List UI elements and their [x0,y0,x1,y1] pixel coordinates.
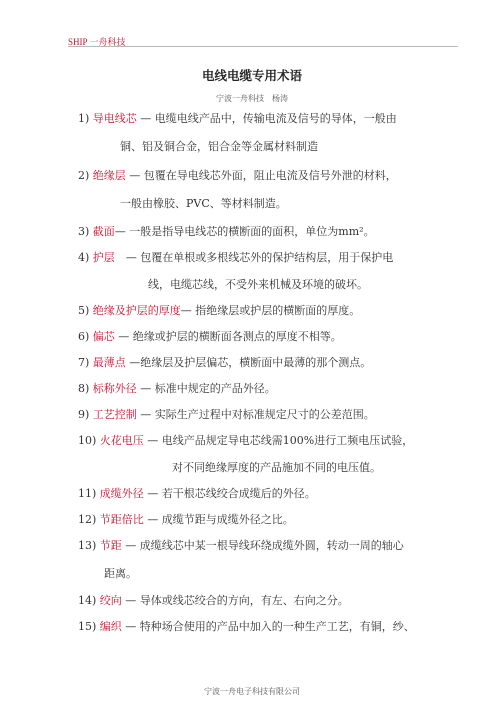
term-definition: 指绝缘层或护层的横断面的厚度。 [195,304,361,317]
term-dash: — [136,112,155,125]
item-number: 4) [78,251,93,264]
term-item [78,249,393,265]
term-name: 最薄点 [92,356,126,369]
term-definition: 标准中规定的产品外径。 [154,382,276,395]
term-name: 截面 [92,225,115,238]
term-item [78,406,375,422]
term-name: 绝缘及护层的厚度 [92,304,181,317]
term-item [78,328,342,344]
item-number: 1) [78,112,93,125]
term-definition: 包覆在单根或多根线芯外的保护结构层，用于保护电 [140,251,394,264]
term-definition: 绝缘层及护层偏芯，横断面中最薄的那个测点。 [140,356,372,369]
item-number: 5) [78,304,93,317]
term-dash: — [143,487,162,500]
term-item [78,302,360,318]
term-item [78,592,349,608]
term-item [78,432,413,448]
term-dash: — [125,356,141,369]
term-dash: — [121,539,140,552]
term-definition: 电线产品规定导电芯线需100%进行工频电压试验， [161,434,414,447]
term-dash: — [121,594,140,607]
item-number: 3) [78,225,93,238]
term-name: 节距 [99,539,122,552]
term-dash: — [180,304,196,317]
term-item [78,537,404,553]
item-number: 15) [78,620,100,633]
document-title: 电线电缆专用术语 [201,68,302,83]
item-number: 2) [78,169,93,182]
item-number: 13) [78,539,100,552]
item-number: 9) [78,408,93,421]
term-dash: — [114,225,130,238]
term-definition-continued: 距离。 [104,567,137,580]
term-name: 导电线芯 [92,112,137,125]
term-definition-continued: 铜、铝及铜合金，铝合金等金属材料制造 [120,140,318,153]
item-number: 6) [78,330,93,343]
page-header [68,30,458,47]
term-dash: — [114,330,133,343]
term-definition-continued: 一般由橡胶、PVC、等材料制造。 [120,197,287,210]
document-author: 宁波一舟科技 杨涛 [216,94,288,103]
item-number: 14) [78,594,100,607]
item-number: 10) [78,434,100,447]
term-definition: 实际生产过程中对标准规定尺寸的公差范围。 [154,408,375,421]
term-definition: 成缆节距与成缆外径之比。 [161,513,294,526]
term-definition: 导体或线芯绞合的方向，有左、右向之分。 [139,594,349,607]
item-number: 8) [78,382,93,395]
term-dash: — [114,251,141,264]
term-name: 编织 [99,620,122,633]
term-item [78,485,316,501]
brand-logo: SHIP [68,37,88,47]
item-number: 11) [78,487,100,500]
term-item [78,618,415,634]
item-number: 7) [78,356,93,369]
term-name: 绞向 [99,594,122,607]
term-name: 工艺控制 [92,408,137,421]
term-item [78,167,397,183]
term-dash: — [143,513,162,526]
term-name: 火花电压 [99,434,144,447]
term-dash: — [125,169,144,182]
term-name: 护层 [92,251,115,264]
term-definition: 若干根芯线绞合成缆后的外径。 [161,487,316,500]
page-footer: 宁波一舟电子科技有限公司 [204,687,300,696]
term-item [78,511,294,527]
term-item [78,110,397,126]
term-name: 成缆外径 [99,487,144,500]
term-name: 绝缘层 [92,169,126,182]
term-definition: 电缆电线产品中，传输电流及信号的导体，一般由 [154,112,397,125]
term-definition: 特种场合使用的产品中加入的一种生产工艺，有铜，纱、 [139,620,415,633]
term-definition: 包覆在导电线芯外面，阻止电流及信号外泄的材料， [143,169,397,182]
term-item [78,380,276,396]
term-dash: — [143,434,162,447]
term-item [78,354,371,370]
term-dash: — [136,382,155,395]
item-number: 12) [78,513,100,526]
term-definition-continued: 线，电缆芯线，不受外来机械及环境的破坏。 [148,278,368,291]
term-dash: — [121,620,140,633]
term-name: 标称外径 [92,382,137,395]
term-dash: — [136,408,155,421]
term-definition: 一般是指导电线芯的横断面的面积，单位为mm²。 [129,225,375,238]
term-name: 偏芯 [92,330,115,343]
term-definition: 成缆线芯中某一根导线环绕成缆外圆，转动一周的轴心 [139,539,404,552]
term-name: 节距倍比 [99,513,144,526]
term-definition: 绝缘或护层的横断面各测点的厚度不相等。 [132,330,342,343]
term-definition-continued: 对不同绝缘厚度的产品施加不同的电压值。 [172,461,381,474]
term-item [78,223,375,239]
brand-name: 一舟科技 [89,38,126,48]
